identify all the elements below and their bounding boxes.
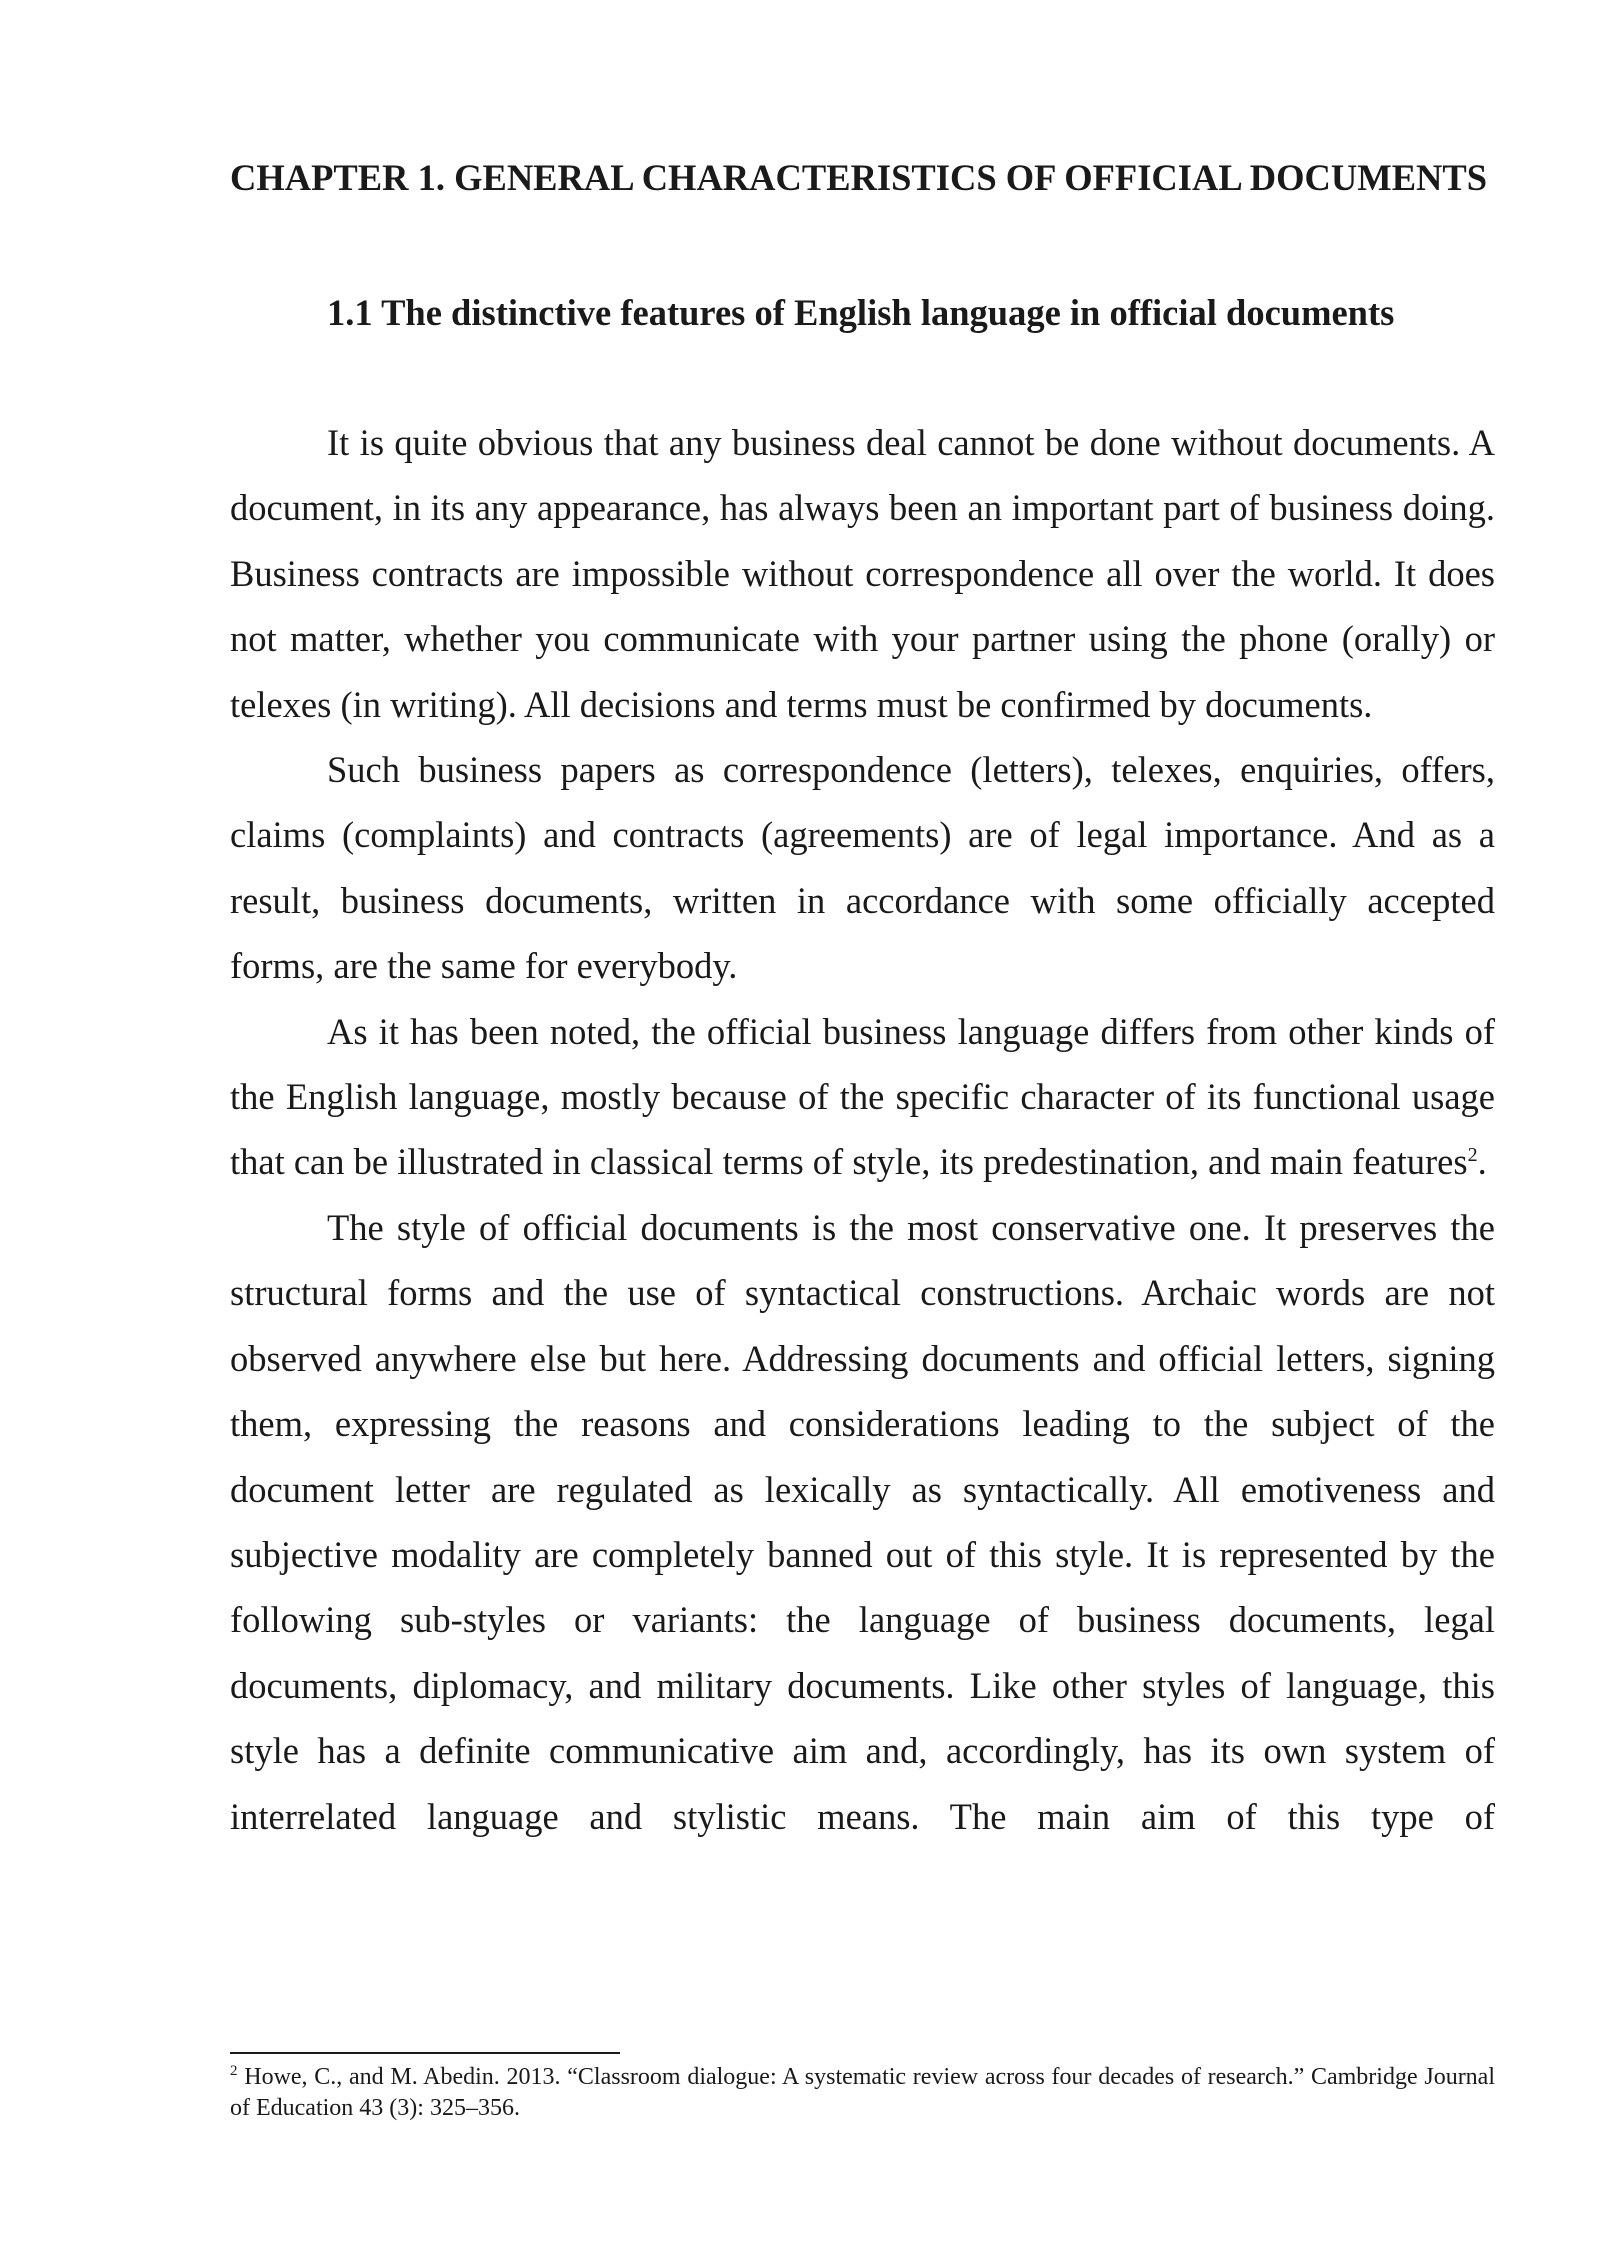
paragraph-4 xyxy=(230,1195,1495,1849)
chapter-title: CHAPTER 1. GENERAL CHARACTERISTICS OF OFFICIAL DOCUMENTS xyxy=(230,157,1488,198)
footnote-marker: 2 xyxy=(230,2063,238,2079)
paragraph-text: The style of official documents is the most conservative one. It preserves the structural forms and the use of syntactical constructions. Archaic words are not observed anywhere else but here. Addressing documents and official letters, signing them, expressing the reasons and considerations leading to the subject of the document letter are regulated as lexically as syntactically. All emotiveness and subjective modality are completely banned out of this style. It is represented by the following sub-styles or variants: the language of business documents, legal documents, diplomacy, and military documents. Like other styles of language, this style has a definite communicative aim and, accordingly, has its own system of interrelated language and stylistic means. The main aim of this type of xyxy=(230,1206,1495,1837)
paragraph-1 xyxy=(230,410,1495,737)
paragraph-text: Such business papers as correspondence (letters), telexes, enquiries, offers, claims (complaints) and contracts (agreements) are of legal importance. And as a result, business documents, written in accordance with some officially accepted forms, are the same for everybody. xyxy=(230,749,1495,987)
paragraph-text-end: . xyxy=(1477,1141,1487,1183)
section-title: 1.1 The distinctive features of English language in official documents xyxy=(327,292,1395,333)
paragraph-text: It is quite obvious that any business deal cannot be done without documents. A document, in its any appearance, has always been an important part of business doing. Business contracts are impossible without correspondence all over the world. It does not matter, whether you communicate with your partner using the phone (orally) or telexes (in writing). All decisions and terms must be confirmed by documents. xyxy=(230,422,1495,725)
footnote-text: Howe, C., and M. Abedin. 2013. “Classroom dialogue: A systematic review across four decades of research.” Cambridge Journal of Education 43 (3): 325–356. xyxy=(230,2064,1496,2121)
footnote-divider xyxy=(230,2052,620,2054)
paragraph-3 xyxy=(230,999,1495,1195)
footnote-reference: 2 xyxy=(1467,1144,1478,1167)
paragraph-text: As it has been noted, the official business language differs from other kinds of the English language, mostly because of the specific character of its functional usage that can be illustrated in classical terms of style, its predestination, and main features xyxy=(230,1010,1495,1183)
body-text xyxy=(230,410,1495,1849)
paragraph-2 xyxy=(230,737,1495,999)
page-content xyxy=(230,145,1495,1849)
footnote xyxy=(230,2062,1495,2124)
